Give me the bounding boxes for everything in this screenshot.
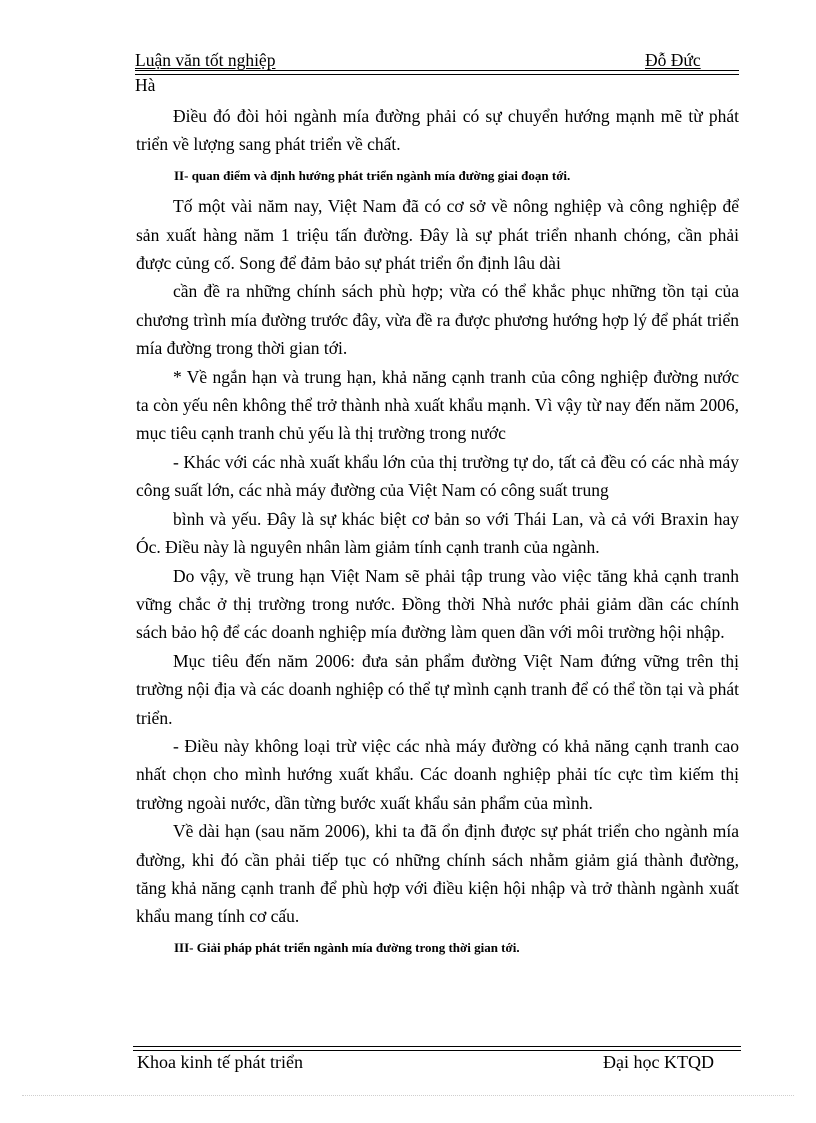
paragraph-medium-term-focus: Do vậy, về trung hạn Việt Nam sẽ phải tập trung vào việc tăng khả cạnh tranh vững chắc ở thị trường trong nước. Đồng thời Nhà nước phải giảm dần các chính sách bảo hộ để các doanh nghiệp mía đường làm quen dần với môi trường hội nhập.: [136, 565, 739, 643]
paragraph-short-medium-term: * Về ngắn hạn và trung hạn, khả năng cạnh tranh của công nghiệp đường nước ta còn yếu nên không thể trở thành nhà xuất khẩu mạnh. Vì vậy từ nay đến năm 2006, mục tiêu cạnh tranh chủ yếu là thị trường trong nước: [136, 366, 739, 444]
header-author-name: Đỗ Đức: [645, 50, 701, 70]
section-heading-ii: II- quan điểm và định hướng phát triển ngành mía đường giai đoạn tới.: [174, 167, 571, 183]
paragraph-production-base: Tố một vài năm nay, Việt Nam đã có cơ sở về nông nghiệp và công nghiệp để sản xuất hàng năm 1 triệu tấn đường. Đây là sự phát triển nhanh chóng, cần phải được củng cố. Song để đảm bảo sự phát triển ổn định lâu dài: [136, 196, 739, 274]
page-header: [135, 50, 739, 95]
header-author-name-continued: Hà: [135, 75, 156, 95]
footer-faculty: Khoa kinh tế phát triển: [137, 1052, 303, 1072]
paragraph-long-term: Về dài hạn (sau năm 2006), khi ta đã ổn định được sự phát triển cho ngành mía đường, khi đó cần phải tiếp tục có những chính sách nhằm giảm giá thành đường, tăng khả năng cạnh tranh để phù hợp với điều kiện hội nhập và trở thành ngành xuất khẩu mang tính cơ cấu.: [136, 821, 739, 927]
page-bottom-edge: [22, 1095, 794, 1096]
footer-university: Đại học KTQD: [603, 1052, 714, 1072]
paragraph-policies: cần đề ra những chính sách phù hợp; vừa có thể khắc phục những tồn tại của chương trình mía đường trước đây, vừa đề ra được phương hướng hợp lý để phát triển mía đường trong thời gian tới.: [136, 281, 739, 359]
paragraph-exporters-comparison: - Khác với các nhà xuất khẩu lớn của thị trường tự do, tất cả đều có các nhà máy công suất lớn, các nhà máy đường của Việt Nam có công suất trung: [136, 451, 739, 501]
section-heading-iii: III- Giải pháp phát triển ngành mía đường trong thời gian tới.: [174, 939, 520, 955]
header-thesis-label: Luận văn tốt nghiệp: [135, 50, 276, 70]
paragraph-export-direction: - Điều này không loại trừ việc các nhà máy đường có khả năng cạnh tranh cao nhất chọn cho mình hướng xuất khẩu. Các doanh nghiệp phải tíc cực tìm kiếm thị trường ngoài nước, dần từng bước xuất khẩu sản phẩm của mình.: [136, 735, 739, 813]
footer-rule: [133, 1046, 741, 1051]
paragraph-2006-target: Mục tiêu đến năm 2006: đưa sản phẩm đường Việt Nam đứng vững trên thị trường nội địa và các doanh nghiệp có thể tự mình cạnh tranh để có thể tồn tại và phát triển.: [136, 650, 739, 728]
document-body: [136, 102, 739, 964]
paragraph-change-direction: Điều đó đòi hỏi ngành mía đường phải có sự chuyển hướng mạnh mẽ từ phát triển về lượng sang phát triển về chất.: [136, 106, 739, 155]
header-rule: [135, 70, 739, 75]
paragraph-capacity-difference: bình và yếu. Đây là sự khác biệt cơ bản so với Thái Lan, và cả với Braxin hay Óc. Điều này là nguyên nhân làm giảm tính cạnh tranh của ngành.: [136, 508, 739, 558]
